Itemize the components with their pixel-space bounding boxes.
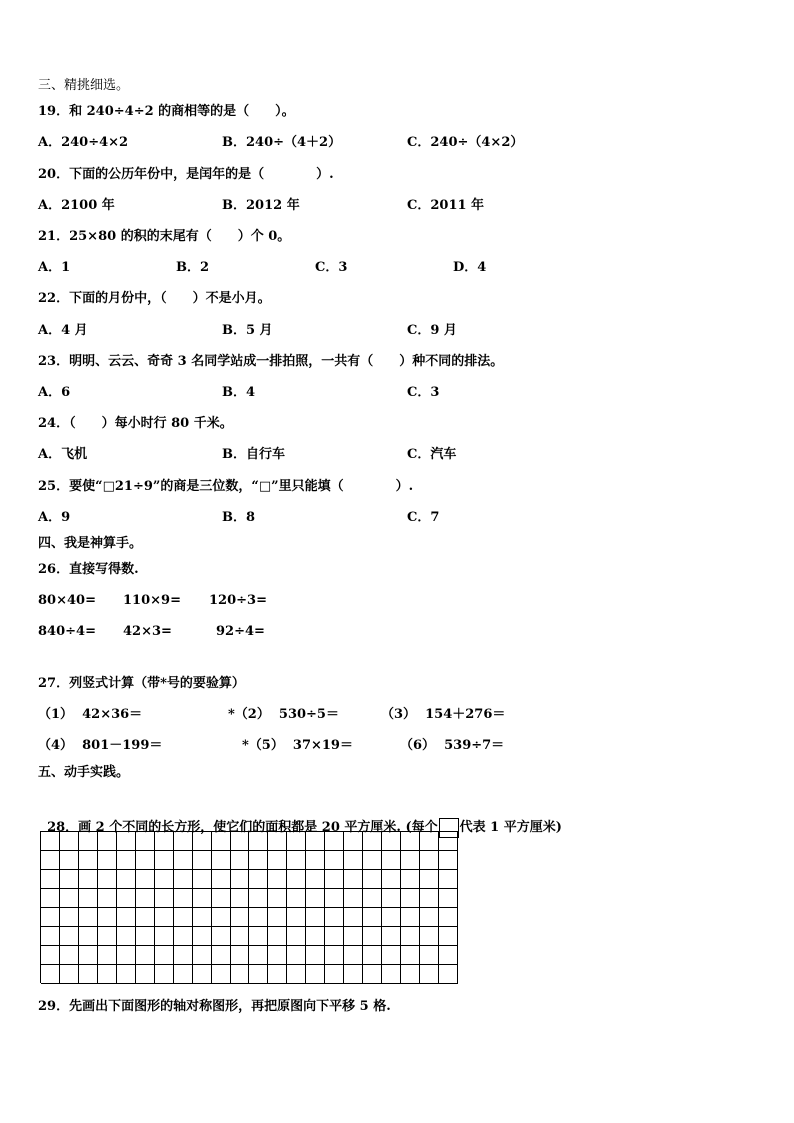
grid-cell <box>344 870 363 889</box>
grid-cell <box>60 965 79 984</box>
option-b: B．4 <box>222 385 256 400</box>
grid-cell <box>439 851 458 870</box>
vertical-calc-item: *（5） 37×19＝ <box>242 738 353 753</box>
grid-cell <box>41 908 60 927</box>
grid-cell <box>382 946 401 965</box>
option-c: C．7 <box>407 510 440 525</box>
vertical-calc-item: （6） 539÷7＝ <box>400 738 505 753</box>
grid-cell <box>287 908 306 927</box>
section-3-heading: 三、精挑细选。 <box>38 78 130 93</box>
option-a: A．240÷4×2 <box>38 135 129 150</box>
grid-cell <box>41 870 60 889</box>
grid-cell <box>98 965 117 984</box>
grid-cell <box>193 927 212 946</box>
grid-cell <box>363 965 382 984</box>
grid-cell <box>344 965 363 984</box>
grid-cell <box>60 870 79 889</box>
grid-cell <box>117 946 136 965</box>
grid-row <box>41 965 458 984</box>
grid-cell <box>136 946 155 965</box>
grid-cell <box>420 851 439 870</box>
question-22: 22．下面的月份中，（ ）不是小月。 <box>38 291 271 306</box>
grid-cell <box>79 927 98 946</box>
grid-cell <box>344 946 363 965</box>
grid-cell <box>41 946 60 965</box>
grid-cell <box>268 965 287 984</box>
grid-cell <box>306 851 325 870</box>
grid-cell <box>325 908 344 927</box>
grid-cell <box>212 832 231 851</box>
question-20: 20．下面的公历年份中，是闰年的是（ ）. <box>38 167 334 182</box>
grid-cell <box>212 851 231 870</box>
grid-cell <box>193 965 212 984</box>
grid-row <box>41 832 458 851</box>
grid-cell <box>325 889 344 908</box>
grid-cell <box>344 889 363 908</box>
grid-cell <box>231 908 250 927</box>
grid-cell <box>287 832 306 851</box>
grid-cell <box>60 851 79 870</box>
grid-cell <box>306 965 325 984</box>
grid-cell <box>325 927 344 946</box>
vertical-calc-item: （1） 42×36＝ <box>38 707 143 722</box>
option-a: A．4 月 <box>38 323 88 338</box>
grid-cell <box>98 908 117 927</box>
grid-cell <box>325 832 344 851</box>
grid-row <box>41 908 458 927</box>
grid-cell <box>117 908 136 927</box>
grid-cell <box>439 946 458 965</box>
grid-cell <box>98 927 117 946</box>
grid-cell <box>287 965 306 984</box>
grid-cell <box>401 946 420 965</box>
grid-cell <box>306 832 325 851</box>
section-4-heading: 四、我是神算手。 <box>38 536 143 551</box>
oral-calc-item: 120÷3= <box>209 593 267 608</box>
grid-cell <box>363 851 382 870</box>
option-c: C．3 <box>407 385 440 400</box>
grid-cell <box>268 946 287 965</box>
grid-cell <box>325 851 344 870</box>
grid-cell <box>41 851 60 870</box>
grid-cell <box>79 851 98 870</box>
grid-cell <box>212 889 231 908</box>
question-28-text-end: 代表 1 平方厘米) <box>459 820 562 835</box>
oral-calc-item: 92÷4= <box>216 624 265 639</box>
grid-cell <box>79 870 98 889</box>
grid-cell <box>174 927 193 946</box>
grid-cell <box>268 832 287 851</box>
grid-cell <box>325 946 344 965</box>
grid-cell <box>420 927 439 946</box>
grid-cell <box>306 927 325 946</box>
option-c: C．2011 年 <box>407 198 485 213</box>
grid-cell <box>420 889 439 908</box>
grid-cell <box>420 946 439 965</box>
grid-cell <box>174 908 193 927</box>
grid-cell <box>41 927 60 946</box>
section-5-heading: 五、动手实践。 <box>38 765 130 780</box>
grid-cell <box>193 889 212 908</box>
grid-cell <box>344 851 363 870</box>
grid-cell <box>174 870 193 889</box>
grid-cell <box>193 908 212 927</box>
square-grid <box>40 831 458 983</box>
option-b: B．240÷（4＋2） <box>222 135 342 150</box>
grid-cell <box>79 908 98 927</box>
question-21: 21．25×80 的积的末尾有（ ）个 0。 <box>38 229 291 244</box>
grid-cell <box>249 927 268 946</box>
grid-cell <box>79 889 98 908</box>
grid-cell <box>117 927 136 946</box>
grid-cell <box>249 832 268 851</box>
option-c: C．9 月 <box>407 323 457 338</box>
grid-cell <box>363 946 382 965</box>
grid-cell <box>249 889 268 908</box>
grid-cell <box>155 889 174 908</box>
grid-cell <box>231 927 250 946</box>
grid-cell <box>420 908 439 927</box>
grid-cell <box>306 946 325 965</box>
option-c: C．3 <box>315 260 348 275</box>
grid-cell <box>401 889 420 908</box>
grid-cell <box>98 870 117 889</box>
grid-cell <box>136 927 155 946</box>
grid-cell <box>268 870 287 889</box>
grid-cell <box>60 946 79 965</box>
grid-cell <box>382 965 401 984</box>
grid-cell <box>249 870 268 889</box>
grid-cell <box>60 927 79 946</box>
grid-cell <box>231 851 250 870</box>
grid-cell <box>231 870 250 889</box>
grid-cell <box>60 908 79 927</box>
grid-cell <box>287 927 306 946</box>
grid-cell <box>363 870 382 889</box>
grid-row <box>41 870 458 889</box>
grid-cell <box>344 832 363 851</box>
grid-cell <box>212 927 231 946</box>
grid-cell <box>117 889 136 908</box>
grid-cell <box>287 946 306 965</box>
vertical-calc-item: （4） 801－199＝ <box>38 738 163 753</box>
grid-cell <box>268 927 287 946</box>
grid-cell <box>401 870 420 889</box>
grid-row <box>41 851 458 870</box>
grid-cell <box>363 889 382 908</box>
grid-cell <box>79 832 98 851</box>
grid-cell <box>117 851 136 870</box>
option-a: A．2100 年 <box>38 198 115 213</box>
grid-cell <box>306 889 325 908</box>
option-c: C．240÷（4×2） <box>407 135 524 150</box>
grid-cell <box>382 927 401 946</box>
grid-cell <box>193 832 212 851</box>
grid-cell <box>136 965 155 984</box>
grid-cell <box>117 832 136 851</box>
grid-cell <box>325 870 344 889</box>
grid-cell <box>344 908 363 927</box>
grid-cell <box>382 832 401 851</box>
grid-cell <box>287 851 306 870</box>
grid-cell <box>41 889 60 908</box>
grid-cell <box>268 889 287 908</box>
grid-cell <box>136 851 155 870</box>
grid-cell <box>249 908 268 927</box>
grid-cell <box>174 946 193 965</box>
grid-cell <box>155 908 174 927</box>
oral-calc-item: 110×9= <box>123 593 181 608</box>
grid-cell <box>136 870 155 889</box>
question-29: 29．先画出下面图形的轴对称图形，再把原图向下平移 5 格. <box>38 999 391 1014</box>
grid-cell <box>79 965 98 984</box>
grid-cell <box>401 908 420 927</box>
question-24: 24．（ ）每小时行 80 千米。 <box>38 416 233 431</box>
grid-cell <box>98 889 117 908</box>
grid-cell <box>401 927 420 946</box>
grid-cell <box>231 889 250 908</box>
oral-calc-item: 80×40= <box>38 593 96 608</box>
question-25: 25．要使“□21÷9”的商是三位数，“□”里只能填（ ）. <box>38 479 414 494</box>
question-19: 19．和 240÷4÷2 的商相等的是（ ）。 <box>38 104 295 119</box>
option-a: A．9 <box>38 510 71 525</box>
grid-cell <box>287 889 306 908</box>
grid-cell <box>268 908 287 927</box>
grid-cell <box>382 870 401 889</box>
option-d: D．4 <box>453 260 487 275</box>
grid-cell <box>268 851 287 870</box>
question-28-text: 28．画 2 个不同的长方形，使它们的面积都是 20 平方厘米. (每个 <box>47 820 438 835</box>
option-b: B．自行车 <box>222 447 285 462</box>
grid-cell <box>155 851 174 870</box>
grid-cell <box>363 908 382 927</box>
grid-cell <box>212 965 231 984</box>
grid-cell <box>155 832 174 851</box>
grid-cell <box>382 908 401 927</box>
grid-cell <box>174 851 193 870</box>
grid-cell <box>41 832 60 851</box>
grid-cell <box>136 889 155 908</box>
grid-cell <box>249 965 268 984</box>
grid-cell <box>382 851 401 870</box>
question-26: 26．直接写得数. <box>38 562 139 577</box>
grid-cell <box>98 946 117 965</box>
grid-cell <box>401 965 420 984</box>
grid-cell <box>174 965 193 984</box>
grid-cell <box>155 965 174 984</box>
grid-cell <box>231 946 250 965</box>
vertical-calc-item: （3） 154＋276＝ <box>381 707 506 722</box>
grid-cell <box>439 832 458 851</box>
option-c: C．汽车 <box>407 447 457 462</box>
grid-cell <box>117 870 136 889</box>
grid-row <box>41 946 458 965</box>
grid-cell <box>98 832 117 851</box>
grid-cell <box>401 851 420 870</box>
grid-cell <box>193 851 212 870</box>
option-b: B．2 <box>176 260 210 275</box>
grid-cell <box>60 889 79 908</box>
grid-cell <box>287 870 306 889</box>
question-23: 23．明明、云云、奇奇 3 名同学站成一排拍照，一共有（ ）种不同的排法。 <box>38 354 504 369</box>
question-27: 27．列竖式计算（带*号的要验算） <box>38 676 245 691</box>
option-b: B．5 月 <box>222 323 273 338</box>
grid-cell <box>212 908 231 927</box>
grid-cell <box>401 832 420 851</box>
grid-cell <box>420 870 439 889</box>
grid-cell <box>155 946 174 965</box>
grid-cell <box>249 946 268 965</box>
grid-cell <box>306 908 325 927</box>
grid-cell <box>212 946 231 965</box>
grid-cell <box>98 851 117 870</box>
grid-row <box>41 927 458 946</box>
grid-cell <box>344 927 363 946</box>
vertical-calc-item: *（2） 530÷5＝ <box>228 707 339 722</box>
grid-cell <box>117 965 136 984</box>
grid-cell <box>136 908 155 927</box>
grid-cell <box>60 832 79 851</box>
grid-cell <box>193 946 212 965</box>
option-a: A．1 <box>38 260 71 275</box>
grid-cell <box>155 870 174 889</box>
grid-cell <box>306 870 325 889</box>
grid-cell <box>439 927 458 946</box>
grid-cell <box>439 965 458 984</box>
grid-cell <box>136 832 155 851</box>
grid-cell <box>249 851 268 870</box>
grid-cell <box>439 889 458 908</box>
grid-cell <box>382 889 401 908</box>
grid-cell <box>212 870 231 889</box>
grid-cell <box>231 832 250 851</box>
grid-cell <box>231 965 250 984</box>
grid-cell <box>41 965 60 984</box>
grid-cell <box>79 946 98 965</box>
grid-cell <box>439 908 458 927</box>
oral-calc-item: 840÷4= <box>38 624 96 639</box>
grid-cell <box>420 965 439 984</box>
grid-cell <box>363 832 382 851</box>
grid-cell <box>363 927 382 946</box>
grid-cell <box>325 965 344 984</box>
grid-cell <box>439 870 458 889</box>
grid-cell <box>155 927 174 946</box>
option-b: B．8 <box>222 510 256 525</box>
option-b: B．2012 年 <box>222 198 300 213</box>
grid-cell <box>174 889 193 908</box>
grid-cell <box>420 832 439 851</box>
grid-cell <box>193 870 212 889</box>
option-a: A．飞机 <box>38 447 88 462</box>
grid-cell <box>174 832 193 851</box>
option-a: A．6 <box>38 385 71 400</box>
oral-calc-item: 42×3= <box>123 624 172 639</box>
grid-row <box>41 889 458 908</box>
